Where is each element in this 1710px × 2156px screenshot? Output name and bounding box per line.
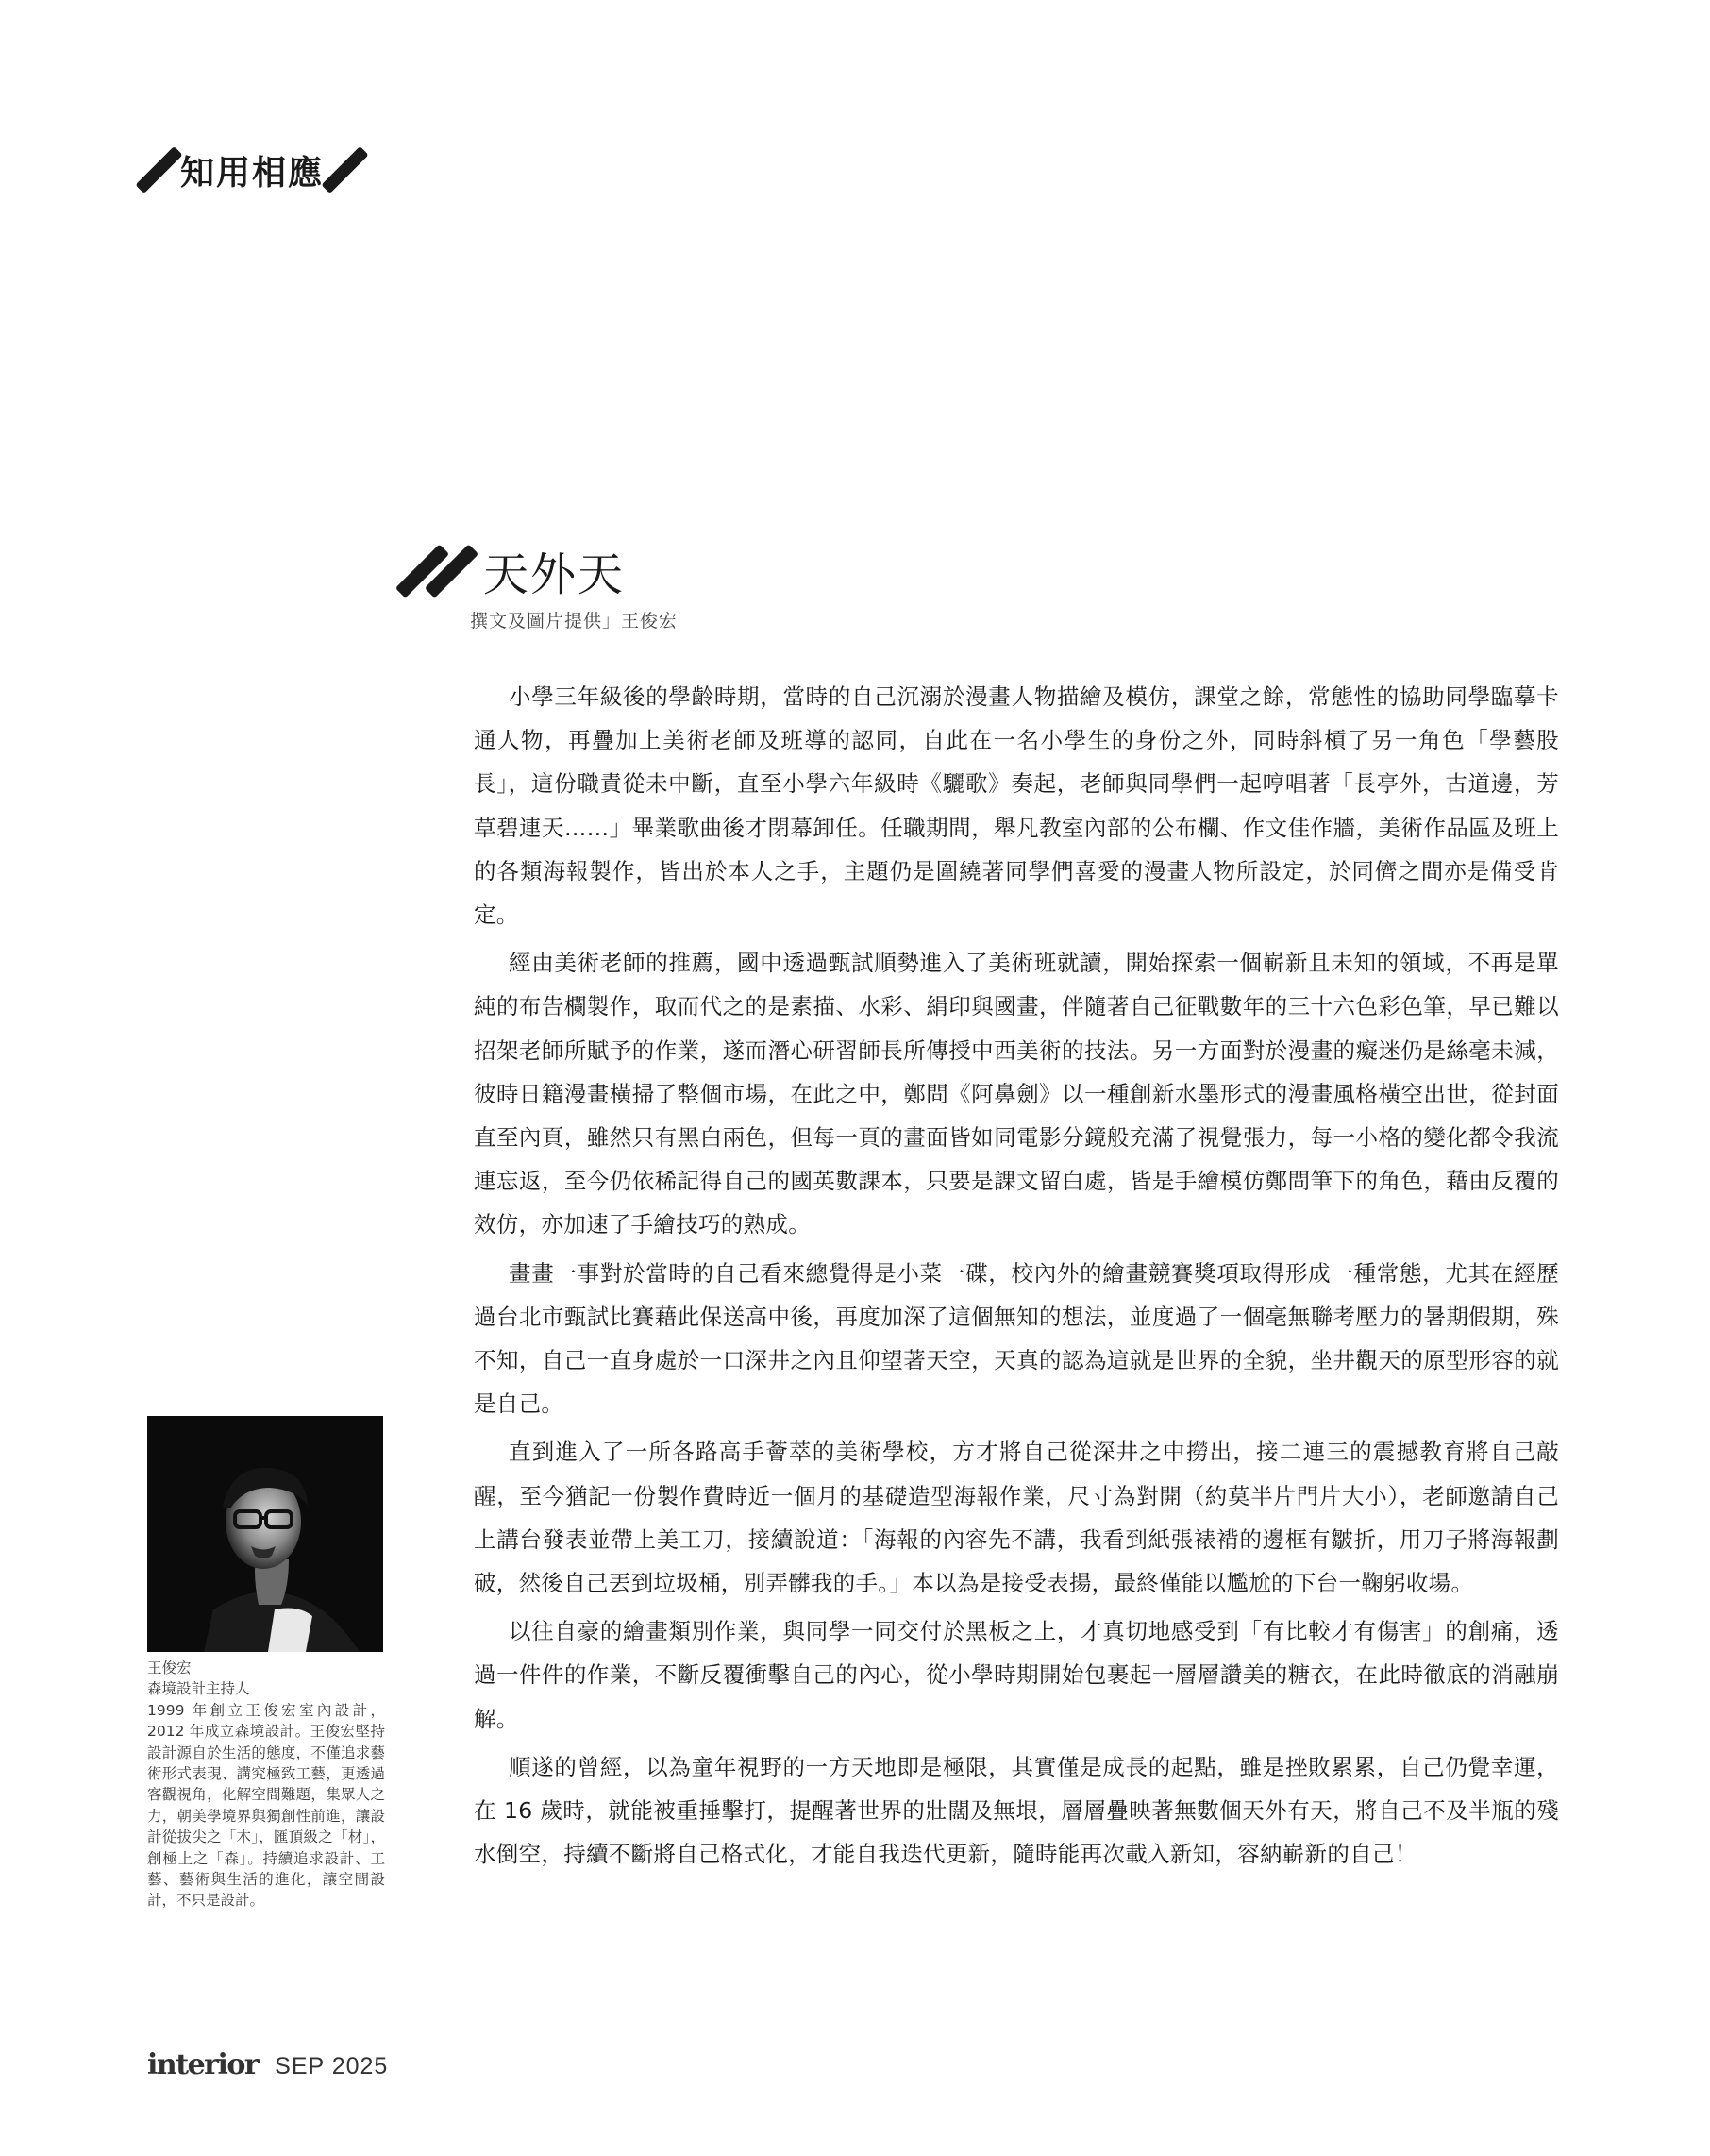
article-paragraph: 小學三年級後的學齡時期，當時的自己沉溺於漫畫人物描繪及模仿，課堂之餘，常態性的協助同學臨摹卡通人物，再疊加上美術老師及班導的認同，自此在一名小學生的身份之外，同時斜槓了另一角色「學藝股長」，這份職責從未中斷，直至小學六年級時《驪歌》奏起，老師與同學們一起哼唱著「長亭外，古道邊，芳草碧連天……」畢業歌曲後才閉幕卸任。任職期間，舉凡教室內部的公布欄、作文佳作牆，美術作品區及班上的各類海報製作，皆出於本人之手，主題仍是圍繞著同學們喜愛的漫畫人物所設定，於同儕之間亦是備受肯定。 bbox=[474, 683, 1559, 929]
slash-mark-icon bbox=[321, 146, 368, 194]
author-bio: 1999 年創立王俊宏室內設計，2012 年成立森境設計。王俊宏堅持設計源自於生活的態度，不僅追求藝術形式表現、講究極致工藝，更透過客觀視角，化解空間難題，集眾人之力，朝美學境界與獨創性前進，讓設計從拔尖之「木」，匯頂級之「材」，創極上之「森」。持續追求設計、工藝、藝術與生活的進化，讓空間設計，不只是設計。 bbox=[147, 1701, 385, 1910]
article-paragraph: 畫畫一事對於當時的自己看來總覺得是小菜一碟，校內外的繪畫競賽獎項取得形成一種常態，尤其在經歷過台北市甄試比賽藉此保送高中後，再度加深了這個無知的想法，並度過了一個毫無聯考壓力的暑期假期，殊不知，自己一直身處於一口深井之內且仰望著天空，天真的認為這就是世界的全貌，坐井觀天的原型形容的就是自己。 bbox=[474, 1259, 1559, 1418]
author-role: 森境設計主持人 bbox=[147, 1680, 250, 1698]
author-name: 王俊宏 bbox=[147, 1659, 192, 1676]
article-paragraph: 經由美術老師的推薦，國中透過甄試順勢進入了美術班就讀，開始探索一個嶄新且未知的領域，不再是單純的布告欄製作，取而代之的是素描、水彩、絹印與國畫，伴隨著自己征戰數年的三十六色彩色筆，早已難以招架老師所賦予的作業，遂而潛心研習師長所傳授中西美術的技法。另一方面對於漫畫的癡迷仍是絲毫未減，彼時日籍漫畫橫掃了整個市場，在此之中，鄭問《阿鼻劍》以一種創新水墨形式的漫畫風格橫空出世，從封面直至內頁，雖然只有黑白兩色，但每一頁的畫面皆如同電影分鏡般充滿了視覺張力，每一小格的變化都令我流連忘返，至今仍依稀記得自己的國英數課本，只要是課文留白處，皆是手繪模仿鄭問筆下的角色，藉由反覆的效仿，亦加速了手繪技巧的熟成。 bbox=[474, 950, 1559, 1238]
double-slash-icon bbox=[408, 540, 466, 602]
article-body bbox=[474, 675, 1559, 1880]
author-photo bbox=[147, 1416, 383, 1652]
author-caption bbox=[147, 1658, 385, 1912]
article-paragraph: 直到進入了一所各路高手薈萃的美術學校，方才將自己從深井之中撈出，接二連三的震撼教育將自己敲醒，至今猶記一份製作費時近一個月的基礎造型海報作業，尺寸為對開（約莫半片門片大小），老師邀請自己上講台發表並帶上美工刀，接續說道：「海報的內容先不講，我看到紙張裱褙的邊框有皺折，用刀子將海報劃破，然後自己丟到垃圾桶，別弄髒我的手。」本以為是接受表揚，最終僅能以尷尬的下台一鞠躬收場。 bbox=[474, 1439, 1559, 1597]
magazine-logo: interior bbox=[147, 2048, 259, 2081]
article-title: 天外天 bbox=[483, 548, 626, 601]
article-header bbox=[408, 538, 625, 603]
article-paragraph: 以往自豪的繪畫類別作業，與同學一同交付於黑板之上，才真切地感受到「有比較才有傷害」的創痛，透過一件件的作業，不斷反覆衝擊自己的內心，從小學時期開始包裹起一層層讚美的糖衣，在此時徹底的消融崩解。 bbox=[474, 1618, 1559, 1732]
page-footer bbox=[147, 2048, 388, 2081]
article-byline: 撰文及圖片提供」王俊宏 bbox=[470, 611, 679, 632]
section-header bbox=[143, 142, 360, 198]
slash-mark-icon bbox=[135, 146, 182, 194]
issue-date: SEP 2025 bbox=[275, 2053, 389, 2080]
article-paragraph: 順遂的曾經，以為童年視野的一方天地即是極限，其實僅是成長的起點，雖是挫敗累累，自己仍覺幸運，在 16 歲時，就能被重捶擊打，提醒著世界的壯闊及無垠，層層疊映著無數個天外有天，將自己不及半瓶的殘水倒空，持續不斷將自己格式化，才能自我迭代更新，隨時能再次載入新知，容納嶄新的自己！ bbox=[474, 1753, 1559, 1868]
section-title: 知用相應 bbox=[180, 153, 325, 193]
